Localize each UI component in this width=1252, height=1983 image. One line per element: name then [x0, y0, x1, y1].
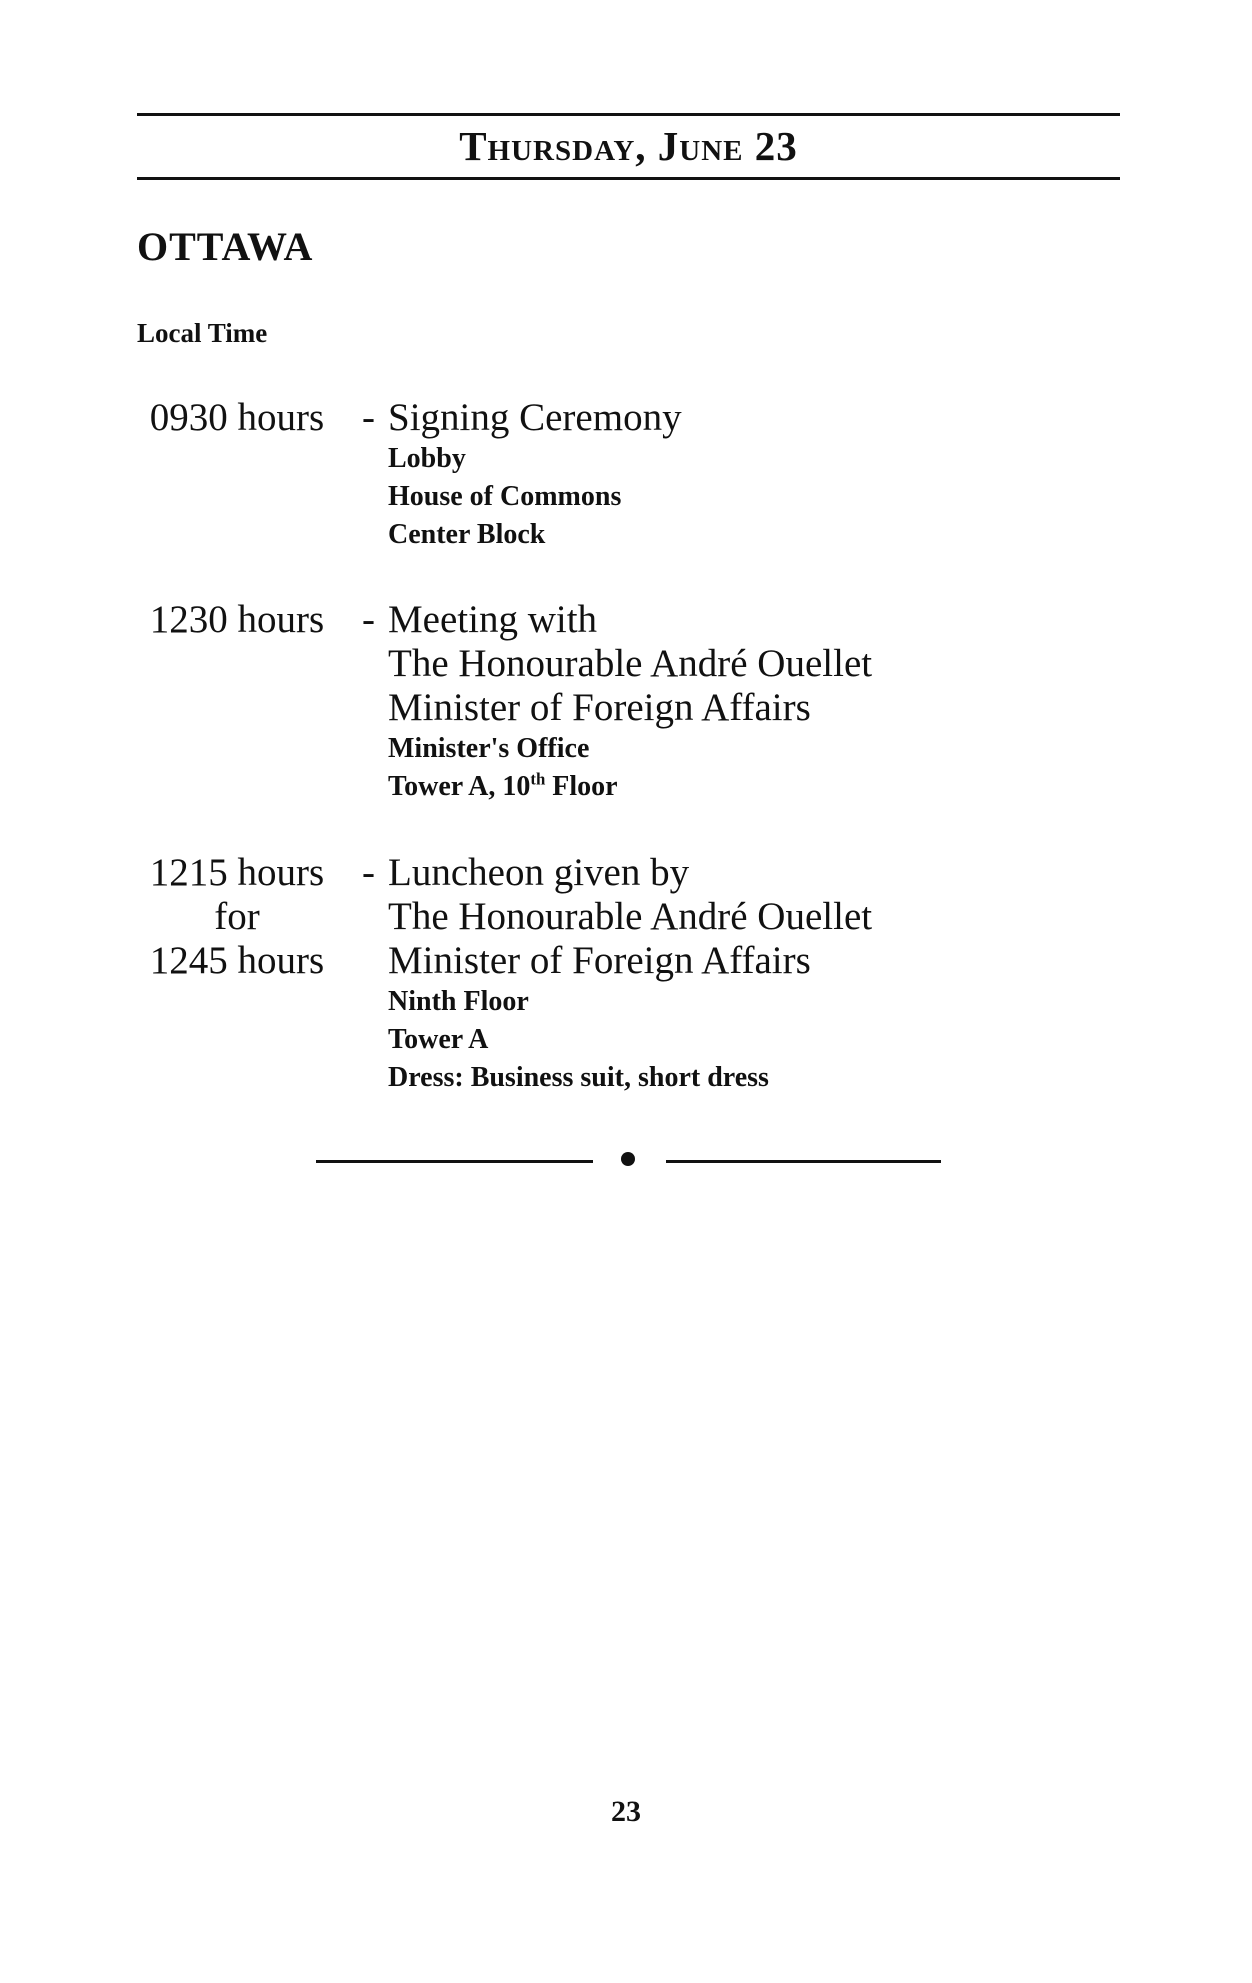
event-location-line: Lobby — [388, 443, 466, 474]
event-host-name: The Honourable André Ouellet — [388, 642, 873, 685]
event-details — [388, 598, 1108, 806]
event-time — [137, 396, 337, 440]
event-details — [388, 851, 1108, 1097]
event-host-title: Minister of Foreign Affairs — [388, 939, 811, 982]
event-location-line: Minister's Office — [388, 733, 590, 764]
separator-left-line — [316, 1160, 593, 1163]
event-location-line: Center Block — [388, 519, 546, 550]
event-time-line: 1230 hours — [149, 598, 325, 641]
city-heading: OTTAWA — [137, 224, 314, 269]
ordinal-suffix: th — [530, 769, 546, 789]
event-title: Luncheon given by — [388, 851, 690, 894]
event-host-title: Minister of Foreign Affairs — [388, 686, 811, 729]
local-time-label: Local Time — [137, 318, 268, 348]
header-bottom-rule — [137, 177, 1120, 180]
event-title: Meeting with — [388, 598, 598, 641]
page-title: Thursday, June 23 — [459, 123, 798, 169]
event-location-line: Ninth Floor — [388, 986, 529, 1017]
event-location-line: Tower A — [388, 1024, 489, 1055]
event-location-line: House of Commons — [388, 481, 622, 512]
event-time-line: 0930 hours — [149, 396, 325, 439]
event-dash: - — [362, 851, 375, 894]
event-time — [137, 851, 337, 983]
event-location-line: Tower A, 10th Floor — [388, 769, 618, 802]
event-time — [137, 598, 337, 642]
event-details — [388, 396, 1108, 554]
event-host-name: The Honourable André Ouellet — [388, 895, 873, 938]
separator-dot — [621, 1152, 635, 1166]
event-dash: - — [362, 598, 375, 641]
event-time-line: 1215 hours — [149, 851, 325, 894]
header-top-rule — [137, 113, 1120, 116]
page-number: 23 — [611, 1795, 641, 1828]
event-dash: - — [362, 396, 375, 439]
event-dress-code: Dress: Business suit, short dress — [388, 1062, 769, 1093]
separator-right-line — [666, 1160, 941, 1163]
event-time-line: for — [214, 895, 260, 938]
event-time-line: 1245 hours — [149, 939, 325, 982]
event-title: Signing Ceremony — [388, 396, 682, 439]
